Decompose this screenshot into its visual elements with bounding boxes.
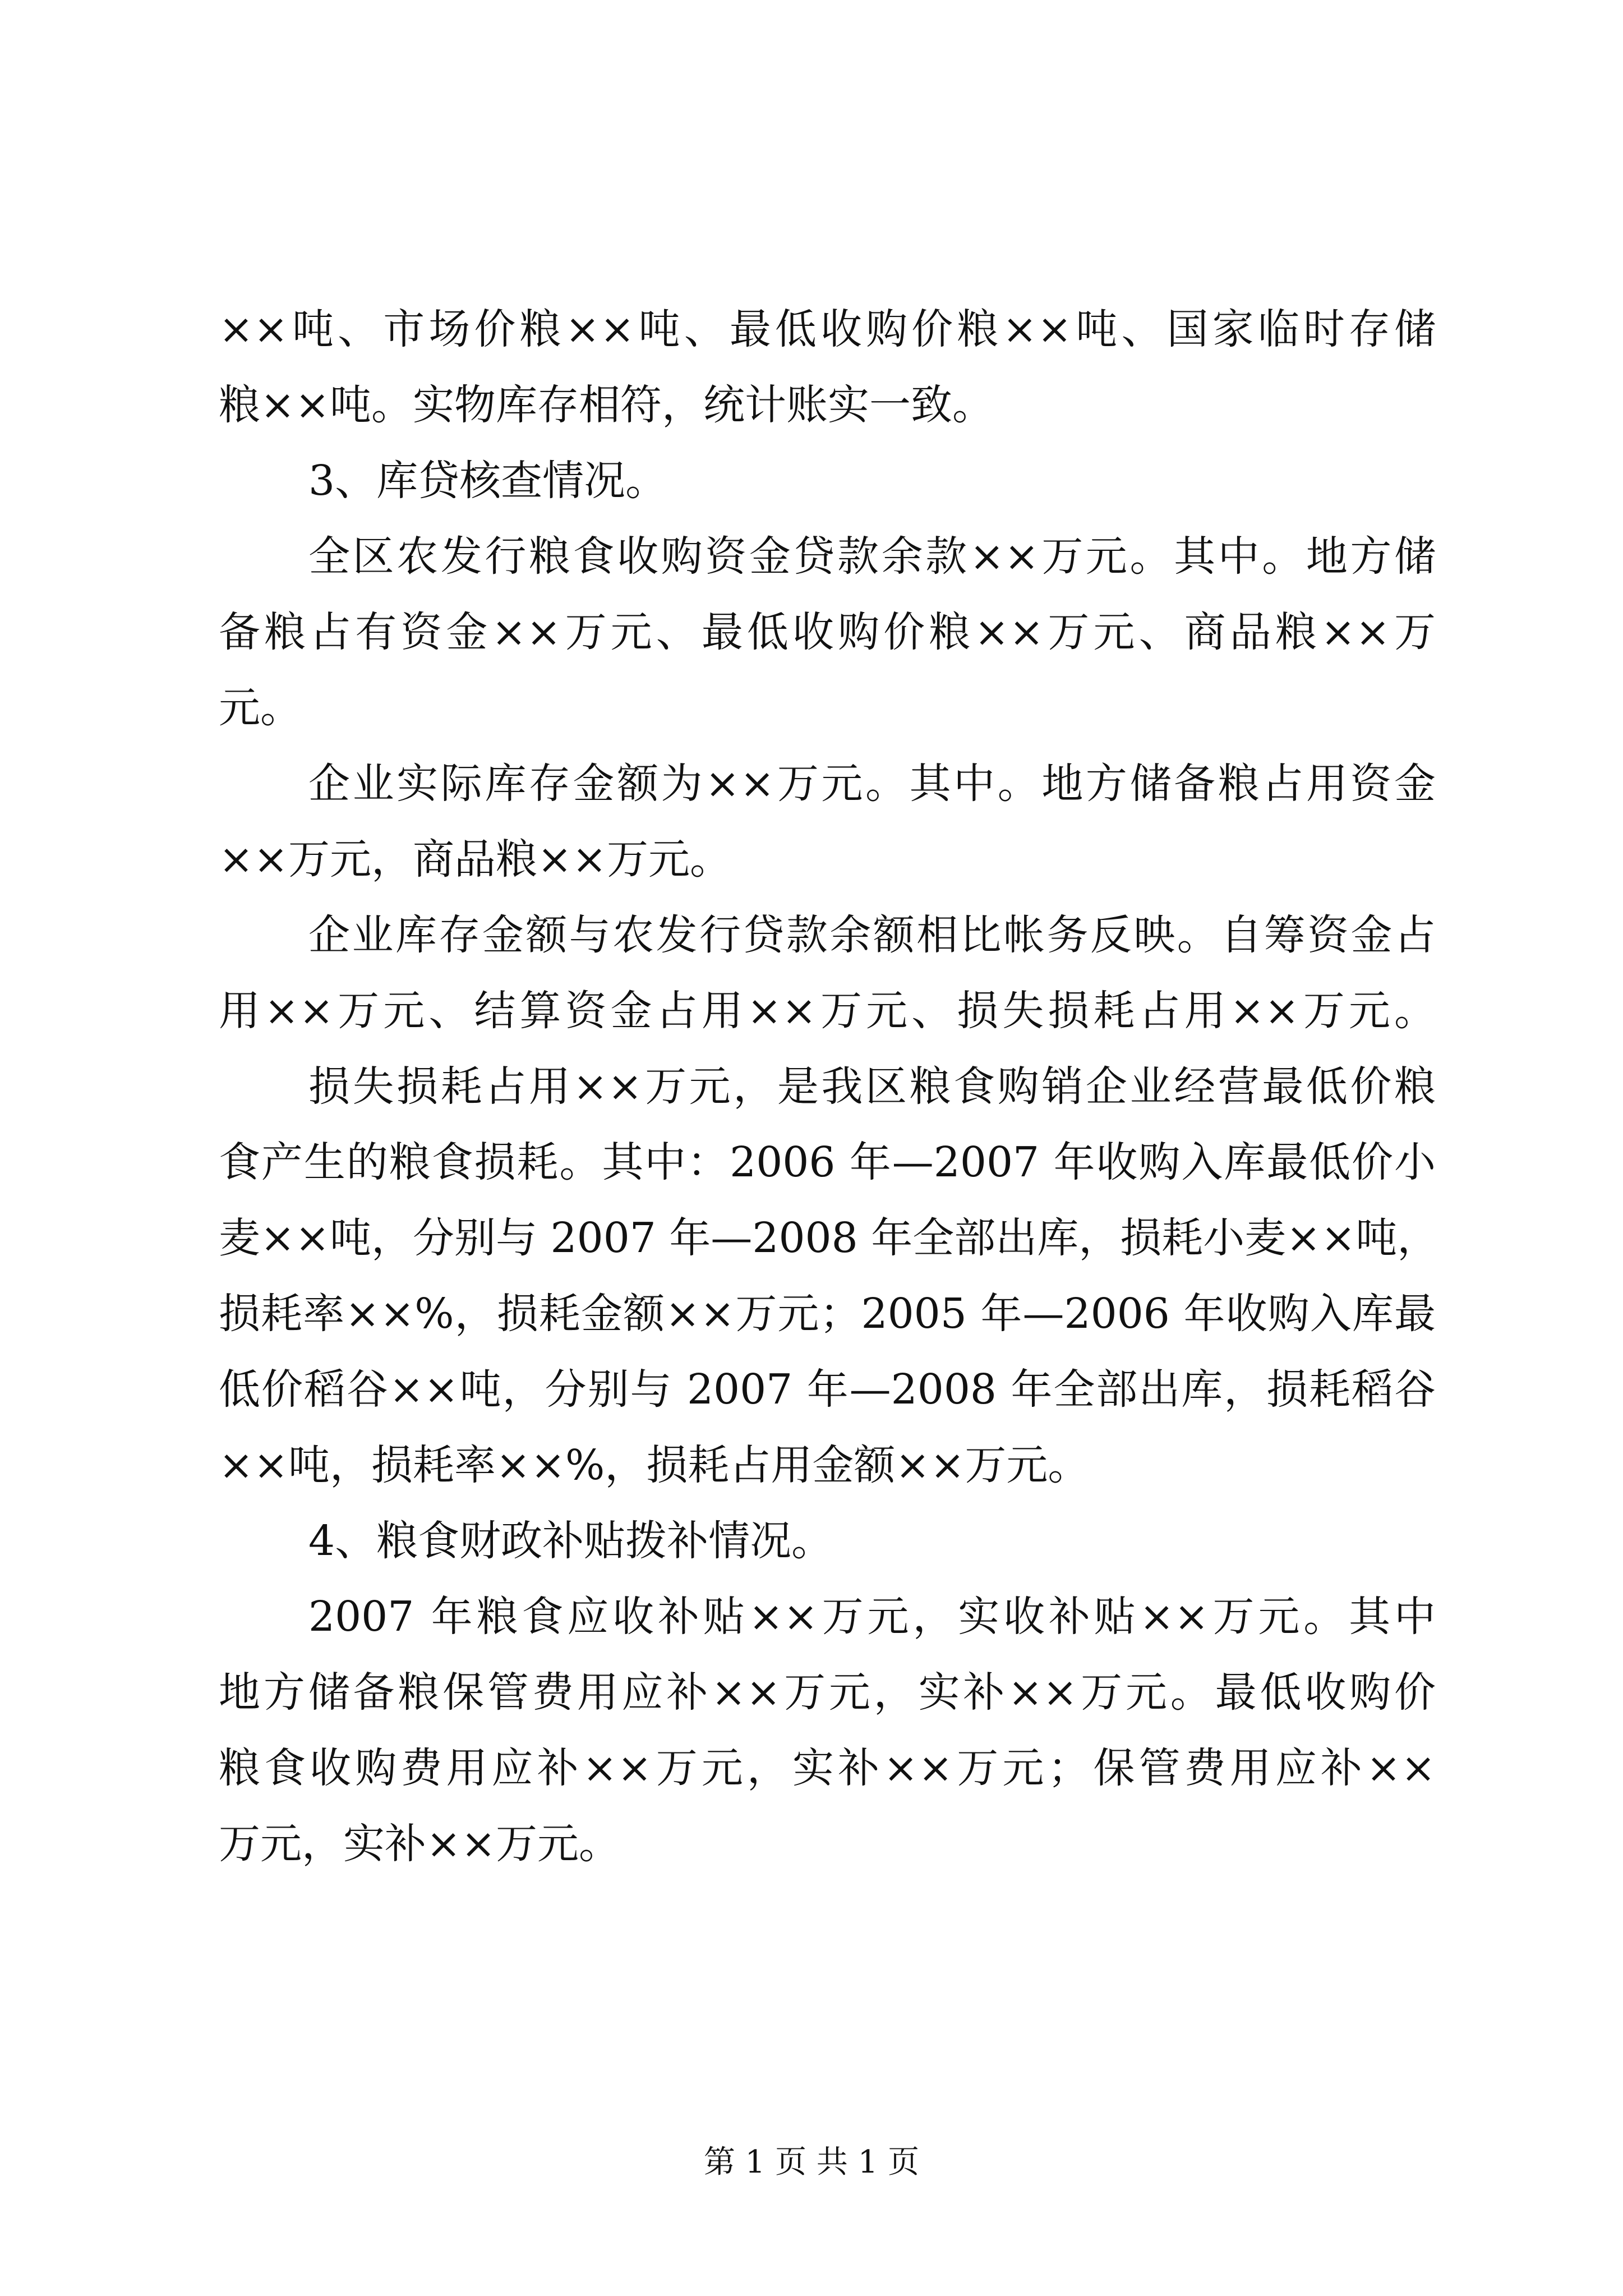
body-line: 元。	[219, 684, 302, 732]
body-line: 粮××吨。实物库存相符，统计账实一致。	[219, 381, 994, 429]
body-line: ××吨，损耗率××%，损耗占用金额××万元。	[219, 1441, 1090, 1489]
body-line: 企业实际库存金额为××万元。其中。地方储备粮占用资金	[308, 760, 1436, 808]
body-line: 食产生的粮食损耗。其中：2006 年—2007 年收购入库最低价小	[219, 1138, 1436, 1186]
body-line: 低价稻谷××吨，分别与 2007 年—2008 年全部出库，损耗稻谷	[219, 1365, 1436, 1414]
page-footer	[0, 2143, 1623, 2182]
body-line: 地方储备粮保管费用应补××万元，实补××万元。最低收购价	[219, 1668, 1436, 1717]
body-line: 4、粮食财政补贴拨补情况。	[308, 1517, 833, 1565]
body-line: 损失损耗占用××万元，是我区粮食购销企业经营最低价粮	[308, 1062, 1436, 1111]
body-line: 备粮占有资金××万元、最低收购价粮××万元、商品粮××万	[219, 608, 1436, 656]
body-line: ××万元，商品粮××万元。	[219, 835, 732, 884]
page-number-label: 第 1 页 共 1 页	[703, 2144, 920, 2180]
body-line: 麦××吨，分别与 2007 年—2008 年全部出库，损耗小麦××吨，	[219, 1214, 1439, 1262]
body-line: 粮食收购费用应补××万元，实补××万元；保管费用应补××	[219, 1744, 1436, 1792]
body-line: 3、库贷核查情况。	[308, 457, 667, 505]
body-line: ××吨、市场价粮××吨、最低收购价粮××吨、国家临时存储	[219, 305, 1436, 353]
body-line: 损耗率××%，损耗金额××万元；2005 年—2006 年收购入库最	[219, 1290, 1436, 1338]
document-body	[219, 292, 1439, 1882]
body-line: 用××万元、结算资金占用××万元、损失损耗占用××万元。	[219, 987, 1436, 1035]
body-line: 2007 年粮食应收补贴××万元，实收补贴××万元。其中	[308, 1593, 1436, 1641]
body-line: 全区农发行粮食收购资金贷款余款××万元。其中。地方储	[308, 532, 1436, 581]
body-line: 企业库存金额与农发行贷款余额相比帐务反映。自筹资金占	[308, 911, 1436, 959]
body-line: 万元，实补××万元。	[219, 1820, 621, 1868]
